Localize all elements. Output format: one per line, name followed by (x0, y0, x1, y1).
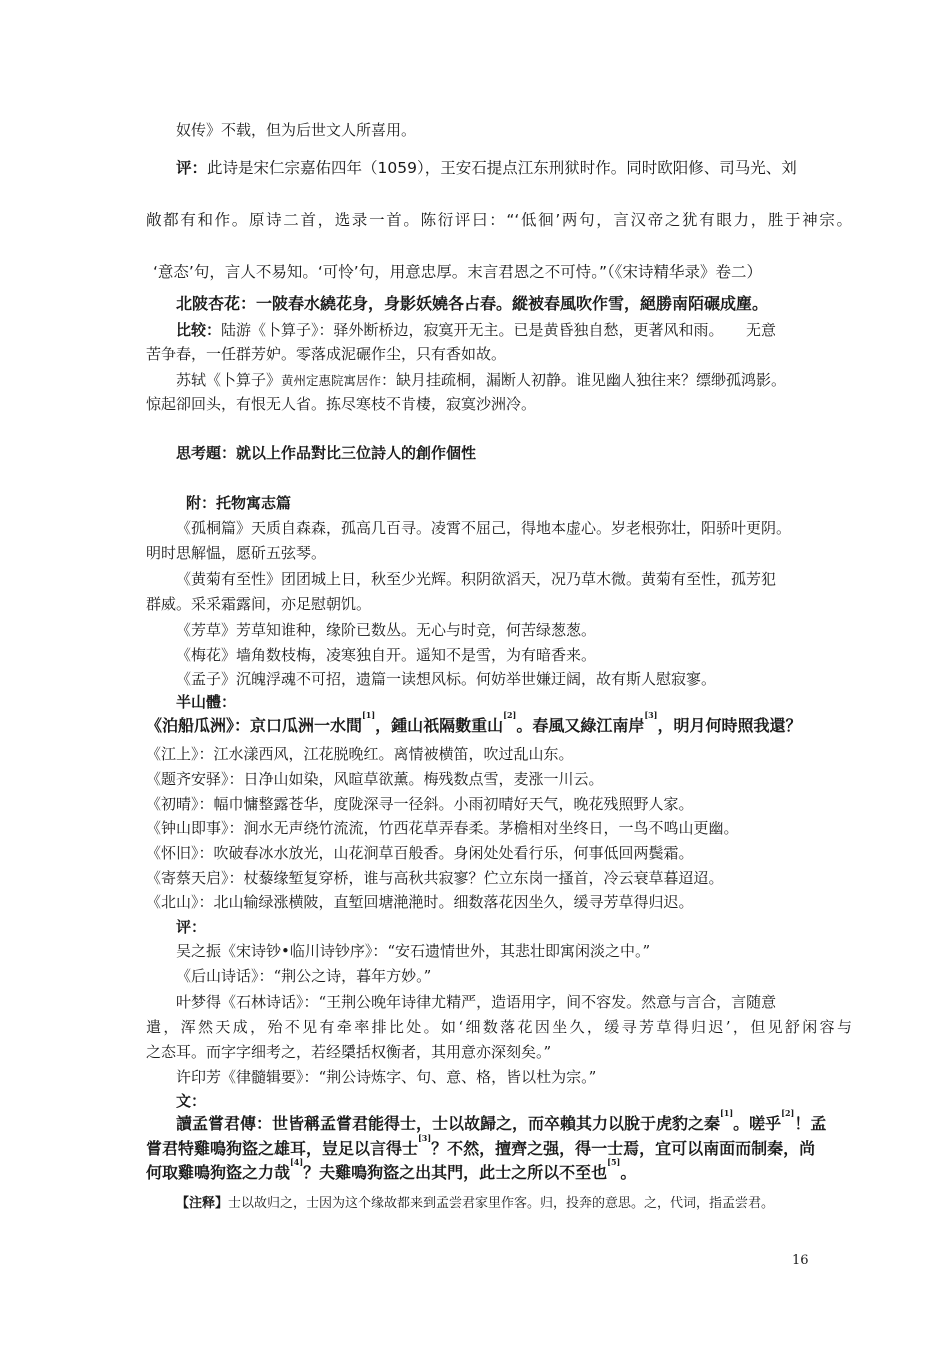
commentary-line: 敞都有和作。原诗二首，选录一首。陈衍评曰：“‘低徊’两句，言汉帝之犹有眼力，胜于神宗。 (146, 211, 852, 229)
text-line: 《梅花》墙角数枝梅，凌寒独自开。遥知不是雪，为有暗香来。 (176, 646, 597, 664)
footnote-mark: [1] (362, 710, 376, 720)
section-heading: 评： (176, 918, 207, 936)
page-number: 16 (792, 1253, 809, 1268)
text-line: 《芳草》芳草知谁种，缘阶已数丛。无心与时竞，何苦绿葱葱。 (176, 621, 597, 639)
zhushi-label: 【注释】 (176, 1196, 229, 1211)
ping-label: 评： (176, 159, 208, 177)
text-line (176, 320, 852, 340)
text-line: 《题齐安驿》：日净山如染，风暄草欲薰。梅残数点雪，麦涨一川云。 (146, 770, 604, 788)
text-line: 遣，浑然天成，殆不见有牵率排比处。如‘细数落花因坐久，缓寻芳草得归迟’，但见舒闲容与 (146, 1018, 852, 1036)
section-heading: 附：托物寓志篇 (186, 494, 292, 512)
footnote-mark: [2] (781, 1108, 795, 1118)
text-line: 群威。采采霜露间，亦足慰朝饥。 (146, 595, 372, 613)
text-line: 奴传》不载，但为后世文人所喜用。 (176, 121, 417, 139)
text-line: 明时思解愠，愿斫五弦琴。 (146, 544, 327, 562)
text-line: 《孟子》沉魄浮魂不可招，遗篇一读想风标。何妨举世嫌迂阔，故有斯人慰寂寥。 (176, 670, 717, 688)
section-heading: 思考題：就以上作品對比三位詩人的創作個性 (176, 444, 477, 462)
bochuan-text: 。春風又綠江南岸 (516, 716, 645, 735)
prose-text: ！孟 (794, 1114, 827, 1133)
bochuan-text: ，明月何時照我還？ (657, 716, 802, 735)
text-line: 《孤桐篇》天质自森森，孤高几百寻。凌霄不屈己，得地本虚心。岁老根弥壮，阳骄叶更阴。 (176, 519, 792, 537)
prose-text: 嘗君特雞鳴狗盜之雄耳，豈足以言得士 (146, 1139, 419, 1158)
text-line: 《北山》：北山输绿涨横陂，直堑回塘滟滟时。细数落花因坐久，缓寻芳草得归迟。 (146, 893, 694, 911)
bijiao-text: 陆游《卜算子》：驿外断桥边，寂寞开无主。已是黄昏独自愁，更著风和雨。 无意 (221, 321, 777, 339)
footnote-mark: [3] (418, 1133, 432, 1143)
bochuan-text: ，鍾山祇隔數重山 (375, 716, 504, 735)
text-line: 《黄菊有至性》团团城上日，秋至少光辉。积阴欲滔天，况乃草木微。黄菊有至性，孤芳犯 (176, 570, 777, 588)
text-line: 苦争春，一任群芳妒。零落成泥碾作尘，只有香如故。 (146, 345, 507, 363)
text-line: 惊起卻回头，有恨无人省。拣尽寒枝不肯棲，寂寞沙洲冷。 (146, 395, 537, 413)
sushi-text: ：缺月挂疏桐，漏断人初静。谁见幽人独往来？缥缈孤鸿影。 (381, 371, 787, 389)
text-line: 《怀旧》：吹破春冰水放光，山花涧草百般香。身闲处处看行乐，何事低回两鬓霜。 (146, 844, 694, 862)
text-line (176, 370, 852, 391)
text-line: 许印芳《律髓辑要》：“荆公诗炼字、句、意、格，皆以杜为宗。” (176, 1068, 597, 1086)
sushi-title: 苏轼《卜算子》 (176, 371, 282, 389)
prose-line (176, 1108, 852, 1134)
text-line: 叶梦得《石林诗话》：“王荆公晚年诗律尤精严，造语用字，间不容发。然意与言合，言随意 (176, 993, 777, 1011)
commentary-text: 此诗是宋仁宗嘉佑四年（1059），王安石提点江东刑狱时作。同时欧阳修、司马光、刘 (207, 159, 797, 177)
commentary-line: ‘意态’句，言人不易知。‘可怜’句，用意忠厚。末言君恩之不可恃。”（《宋诗精华录》卷二） (153, 263, 762, 281)
prose-text: 何取雞鳴狗盜之力哉 (146, 1163, 291, 1182)
text-line: 《初晴》：幅巾慵整露苍华，度陇深寻一径斜。小雨初晴好天气，晚花残照野人家。 (146, 795, 694, 813)
prose-line (146, 1157, 852, 1183)
text-line: 《钟山即事》：涧水无声绕竹流流，竹西花草弄春柔。茅檐相对坐终日，一鸟不鸣山更幽。 (146, 819, 739, 837)
footnote-mark: [1] (720, 1108, 734, 1118)
bochuan-text: 《泊船瓜洲》：京口瓜洲一水間 (146, 716, 363, 735)
poem-title-line: 北陂杏花：一陂春水繞花身，身影妖嬈各占春。縱被春風吹作雪，絕勝南陌碾成塵。 (176, 294, 769, 313)
footnote-mark: [2] (503, 710, 517, 720)
sushi-subtitle: 黄州定惠院寓居作 (281, 373, 382, 388)
prose-text: ？不然，擅齊之强，得一士焉，宜可以南面而制秦，尚 (431, 1139, 816, 1158)
prose-text: 。 (620, 1163, 637, 1182)
prose-text: 讀孟嘗君傳：世皆稱孟嘗君能得士，士以故歸之，而卒賴其力以脫于虎豹之秦 (176, 1114, 721, 1133)
poem-title-line (146, 710, 852, 736)
section-heading: 文： (176, 1092, 207, 1110)
zhushi-text: 士以故归之，士因为这个缘故都来到孟尝君家里作客。归，投奔的意思。之，代词，指孟尝君。 (228, 1196, 775, 1211)
text-line: 之态耳。而字字细考之，若经檃括权衡者，其用意亦深刻矣。” (146, 1043, 552, 1061)
footnote-mark: [5] (607, 1157, 621, 1167)
prose-text: 。嗟乎 (733, 1114, 782, 1133)
text-line: 《寄蔡天启》：杖藜缘堑复穿桥，谁与高秋共寂寥？伫立东岗一搔首，冷云衰草暮迢迢。 (146, 869, 724, 887)
text-line: 《江上》：江水漾西风，江花脱晚红。离情被横笛，吹过乱山东。 (146, 745, 574, 763)
footnote-mark: [4] (290, 1157, 304, 1167)
prose-text: ？夫雞鳴狗盜之出其門，此士之所以不至也 (303, 1163, 608, 1182)
text-line: 吴之振《宋诗钞•临川诗钞序》：“安石遗情世外，其悲壮即寓闲淡之中。” (176, 942, 651, 960)
text-line: 《后山诗话》：“荆公之诗，暮年方妙。” (176, 967, 432, 985)
prose-line (146, 1133, 852, 1159)
commentary-line (176, 158, 852, 178)
section-heading: 半山體： (176, 693, 237, 711)
bijiao-label: 比较： (176, 321, 222, 339)
footnote-mark: [3] (644, 710, 658, 720)
note-line (176, 1194, 852, 1214)
